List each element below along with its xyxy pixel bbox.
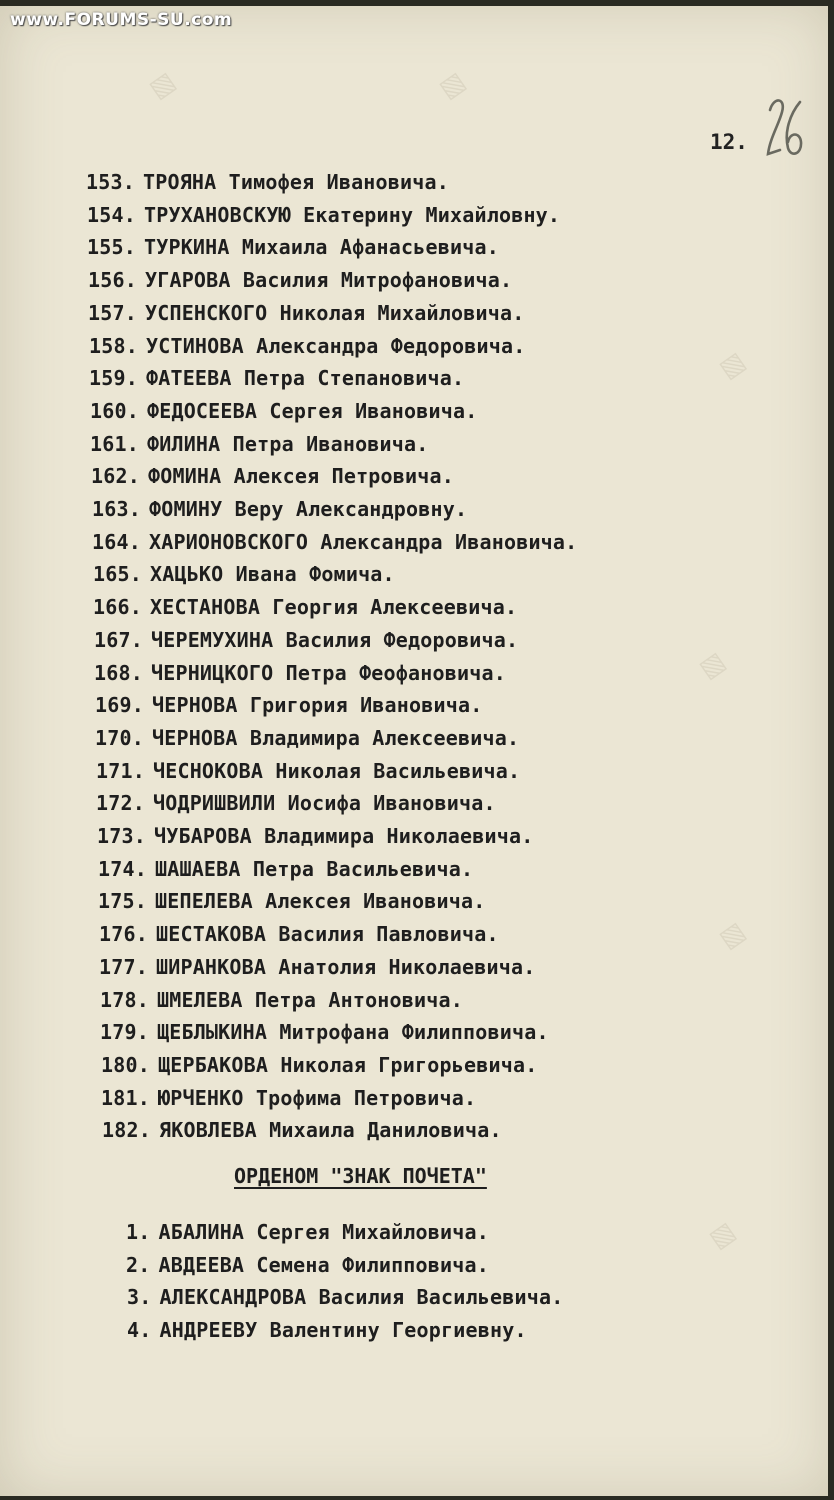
item-name: ХАЦЬКО Ивана Фомича.: [149, 562, 395, 586]
item-name: УСПЕНСКОГО Николая Михайловича.: [144, 301, 525, 325]
list-item: [127, 1285, 563, 1309]
item-number: 156.: [88, 268, 137, 292]
item-name: ЧЕРНОВА Владимира Алексеевича.: [151, 726, 520, 750]
item-name: ЮРЧЕНКО Трофима Петровича.: [157, 1086, 477, 1110]
item-number: 169.: [95, 693, 144, 717]
list-item: [127, 1318, 527, 1342]
item-name: ЧОДРИШВИЛИ Иосифа Ивановича.: [152, 791, 496, 815]
item-number: 153.: [86, 170, 135, 194]
item-number: 157.: [88, 301, 137, 325]
item-name: ТРОЯНА Тимофея Ивановича.: [142, 170, 449, 194]
item-name: АВДЕЕВА Семена Филипповича.: [158, 1253, 489, 1277]
item-number: 180.: [101, 1053, 150, 1077]
item-name: АБАЛИНА Сергея Михайловича.: [158, 1220, 489, 1244]
item-name: АНДРЕЕВУ Валентину Георгиевну.: [159, 1318, 527, 1342]
item-name: ШМЕЛЕВА Петра Антоновича.: [156, 988, 463, 1012]
item-number: 160.: [90, 399, 139, 423]
item-number: 173.: [97, 824, 146, 848]
item-number: 167.: [94, 628, 143, 652]
list-item: [99, 955, 535, 979]
list-item: [92, 530, 577, 554]
list-item: [91, 464, 454, 488]
item-name: ЧЕРЕМУХИНА Василия Федоровича.: [150, 628, 519, 652]
list-item: [97, 824, 533, 848]
item-name: ХЕСТАНОВА Георгия Алексеевича.: [149, 595, 518, 619]
item-number: 181.: [101, 1086, 150, 1110]
list-item: [90, 399, 477, 423]
item-name: ФОМИНА Алексея Петровича.: [147, 464, 454, 488]
list-item: [88, 268, 512, 292]
archive-watermark: ▧: [143, 65, 183, 105]
item-name: ШАШАЕВА Петра Васильевича.: [154, 857, 474, 881]
item-name: ФИЛИНА Петра Ивановича.: [146, 432, 429, 456]
item-number: 172.: [96, 791, 145, 815]
item-name: ФАТЕЕВА Петра Степановича.: [145, 366, 465, 390]
item-number: 161.: [90, 432, 139, 456]
item-name: ФЕДОСЕЕВА Сергея Ивановича.: [146, 399, 478, 423]
item-number: 163.: [92, 497, 141, 521]
page-number: 12.: [710, 130, 748, 154]
item-name: УГАРОВА Василия Митрофановича.: [144, 268, 513, 292]
item-number: 171.: [96, 759, 145, 783]
item-name: ТРУХАНОВСКУЮ Екатерину Михайловну.: [143, 203, 561, 227]
list-item: [89, 334, 525, 358]
site-watermark: www.FORUMS-SU.com: [10, 10, 233, 30]
item-name: ШЕПЕЛЕВА Алексея Ивановича.: [154, 889, 486, 913]
scan-edge-right: [828, 0, 834, 1500]
item-name: ЧЕРНИЦКОГО Петра Феофановича.: [150, 661, 506, 685]
list-item: [87, 203, 560, 227]
item-name: АЛЕКСАНДРОВА Василия Васильевича.: [159, 1285, 564, 1309]
item-number: 155.: [87, 235, 136, 259]
scan-edge-bottom: [0, 1496, 834, 1500]
item-number: 178.: [100, 988, 149, 1012]
item-number: 170.: [95, 726, 144, 750]
item-number: 2.: [126, 1253, 151, 1277]
list-item: [95, 693, 482, 717]
list-item: [96, 791, 496, 815]
item-number: 164.: [92, 530, 141, 554]
list-item: [87, 235, 499, 259]
item-name: УСТИНОВА Александра Федоровича.: [145, 334, 526, 358]
item-name: ТУРКИНА Михаила Афанасьевича.: [143, 235, 499, 259]
list-item: [102, 1118, 502, 1142]
item-number: 1.: [126, 1220, 151, 1244]
archive-watermark: ▧: [693, 645, 733, 685]
list-item: [93, 562, 395, 586]
item-number: 177.: [99, 955, 148, 979]
list-item: [126, 1220, 489, 1244]
item-number: 158.: [89, 334, 138, 358]
item-number: 168.: [94, 661, 143, 685]
list-item: [93, 595, 517, 619]
item-number: 166.: [93, 595, 142, 619]
item-name: ЩЕРБАКОВА Николая Григорьевича.: [157, 1053, 538, 1077]
archive-watermark: ▧: [713, 345, 753, 385]
item-number: 165.: [93, 562, 142, 586]
list-item: [86, 170, 449, 194]
item-name: ШЕСТАКОВА Василия Павловича.: [155, 922, 499, 946]
item-name: ХАРИОНОВСКОГО Александра Ивановича.: [148, 530, 578, 554]
item-number: 175.: [98, 889, 147, 913]
list-item: [88, 301, 524, 325]
item-number: 154.: [87, 203, 136, 227]
item-number: 176.: [99, 922, 148, 946]
list-item: [100, 1020, 549, 1044]
item-number: 182.: [102, 1118, 151, 1142]
list-item: [92, 497, 467, 521]
scan-edge-top: [0, 0, 834, 6]
archive-watermark: ▧: [703, 1215, 743, 1255]
item-number: 159.: [89, 366, 138, 390]
item-name: ЯКОВЛЕВА Михаила Даниловича.: [158, 1118, 502, 1142]
item-name: ШИРАНКОВА Анатолия Николаевича.: [155, 955, 536, 979]
item-name: ЧЕРНОВА Григория Ивановича.: [151, 693, 483, 717]
list-item: [89, 366, 464, 390]
item-name: ФОМИНУ Веру Александровну.: [148, 497, 468, 521]
list-item: [90, 432, 429, 456]
item-number: 179.: [100, 1020, 149, 1044]
list-item: [100, 988, 463, 1012]
list-item: [101, 1086, 476, 1110]
archive-watermark: ▧: [713, 915, 753, 955]
item-name: ЧУБАРОВА Владимира Николаевича.: [153, 824, 534, 848]
item-number: 3.: [127, 1285, 152, 1309]
list-item: [98, 857, 473, 881]
item-number: 4.: [127, 1318, 152, 1342]
list-item: [94, 628, 518, 652]
handwritten-folio-number: [764, 92, 806, 162]
item-number: 174.: [98, 857, 147, 881]
item-name: ЩЕБЛЫКИНА Митрофана Филипповича.: [156, 1020, 549, 1044]
list-item: [126, 1253, 489, 1277]
archive-watermark: ▧: [433, 65, 473, 105]
section-heading: ОРДЕНОМ "ЗНАК ПОЧЕТА": [234, 1164, 487, 1188]
list-item: [101, 1053, 537, 1077]
list-item: [95, 726, 519, 750]
list-item: [98, 889, 485, 913]
list-item: [96, 759, 520, 783]
item-number: 162.: [91, 464, 140, 488]
list-item: [99, 922, 499, 946]
list-item: [94, 661, 506, 685]
item-name: ЧЕСНОКОВА Николая Васильевича.: [152, 759, 521, 783]
